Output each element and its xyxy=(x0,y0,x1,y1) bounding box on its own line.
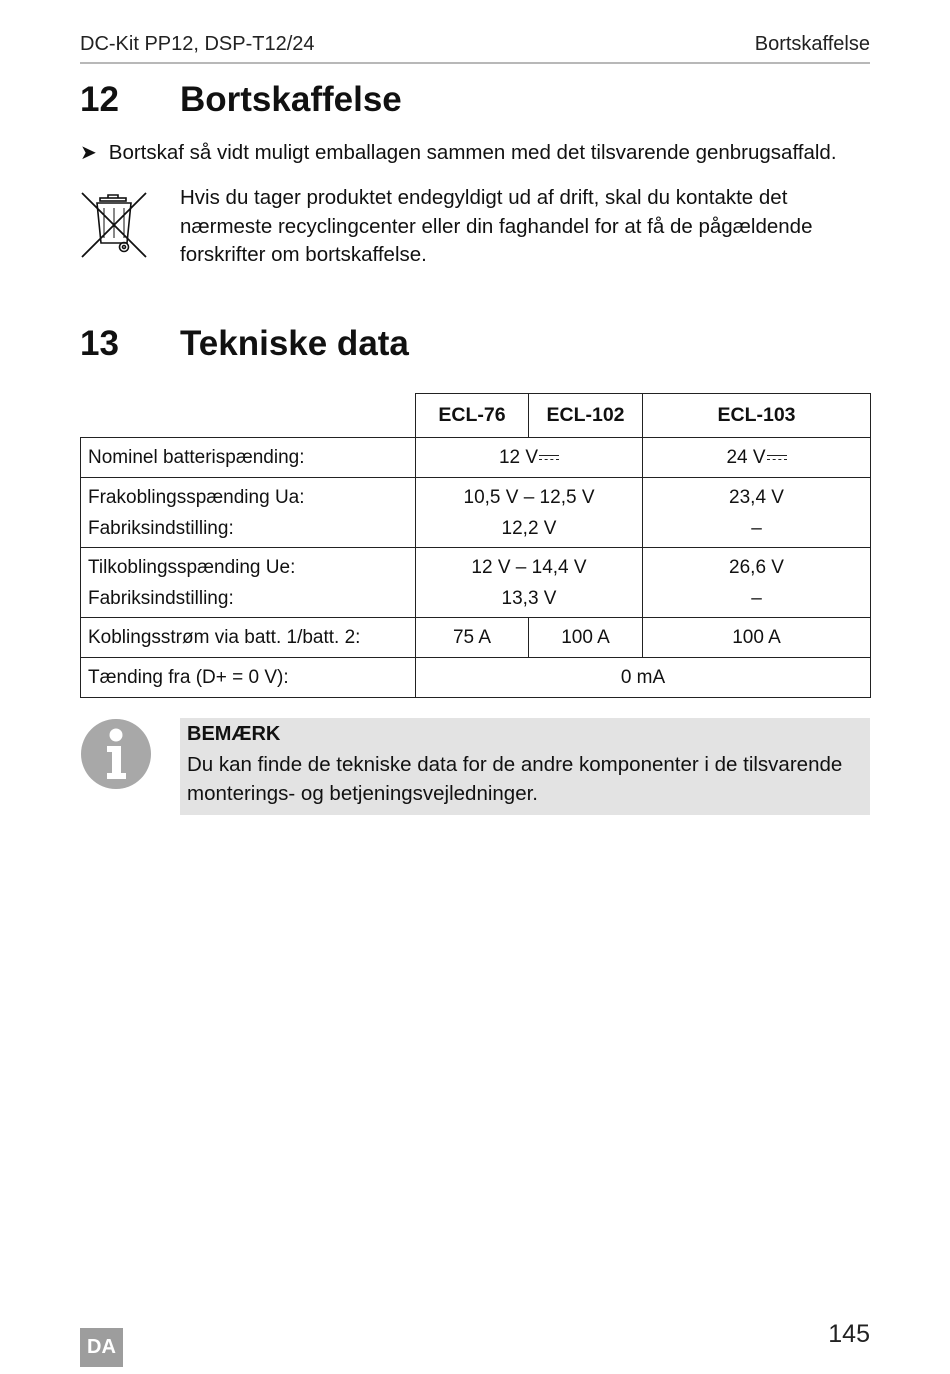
note-box xyxy=(180,718,870,815)
row-label: Tænding fra (D+ = 0 V): xyxy=(81,658,416,698)
arrow-bullet-icon: ➤ xyxy=(80,142,97,164)
dc-symbol-icon xyxy=(539,454,559,462)
table-cell: 24 V xyxy=(643,438,871,478)
table-row xyxy=(81,618,871,658)
page-number: 145 xyxy=(828,1320,870,1348)
note-title: BEMÆRK xyxy=(187,723,281,745)
table-cell: 75 A xyxy=(416,618,529,658)
table-cell: 26,6 V – xyxy=(643,548,871,618)
table-cell: 100 A xyxy=(529,618,643,658)
section-12-title: Bortskaffelse xyxy=(180,80,402,119)
table-cell: 12 V – 14,4 V 13,3 V xyxy=(416,548,643,618)
table-row xyxy=(81,658,871,698)
row-label: Nominel batterispænding: xyxy=(81,438,416,478)
dc-symbol-icon xyxy=(767,454,787,462)
running-header-section: Bortskaffelse xyxy=(754,33,870,55)
header-divider xyxy=(80,62,870,64)
section-13-title: Tekniske data xyxy=(180,324,409,363)
crossed-out-wheelie-bin-icon xyxy=(80,190,148,260)
table-row xyxy=(81,478,871,548)
packaging-bullet-text: Bortskaf så vidt muligt emballagen sammen med det tilsvarende genbrugsaffald. xyxy=(108,141,837,164)
section-13-number: 13 xyxy=(80,324,119,363)
table-cell: 12 V xyxy=(416,438,643,478)
running-header-title: DC-Kit PP12, DSP-T12/24 xyxy=(80,33,315,55)
column-header: ECL-102 xyxy=(529,394,643,438)
table-cell: 0 mA xyxy=(416,658,871,698)
table-cell: 10,5 V – 12,5 V 12,2 V xyxy=(416,478,643,548)
table-cell: 100 A xyxy=(643,618,871,658)
table-header-row xyxy=(81,394,871,438)
info-icon xyxy=(80,718,152,790)
language-badge: DA xyxy=(80,1328,123,1367)
table-cell: 23,4 V – xyxy=(643,478,871,548)
technical-data-table xyxy=(80,393,871,698)
section-12-number: 12 xyxy=(80,80,119,119)
row-label: Tilkoblingsspænding Ue: Fabriksindstilling: xyxy=(81,548,416,618)
packaging-bullet xyxy=(80,140,880,166)
table-row xyxy=(81,548,871,618)
column-header: ECL-103 xyxy=(643,394,871,438)
table-row xyxy=(81,438,871,478)
disposal-instructions: Hvis du tager produktet endegyldigt ud af drift, skal du kontakte det nærmeste recyclingcenter eller din faghandel for at få de pågældende forskrifter om bortskaffelse. xyxy=(180,186,813,266)
row-label: Frakoblingsspænding Ua: Fabriksindstilling: xyxy=(81,478,416,548)
row-label: Koblingsstrøm via batt. 1/batt. 2: xyxy=(81,618,416,658)
note-text: Du kan finde de tekniske data for de andre komponenter i de tilsvarende monterings- og betjeningsvejledninger. xyxy=(187,753,843,805)
column-header: ECL-76 xyxy=(416,394,529,438)
